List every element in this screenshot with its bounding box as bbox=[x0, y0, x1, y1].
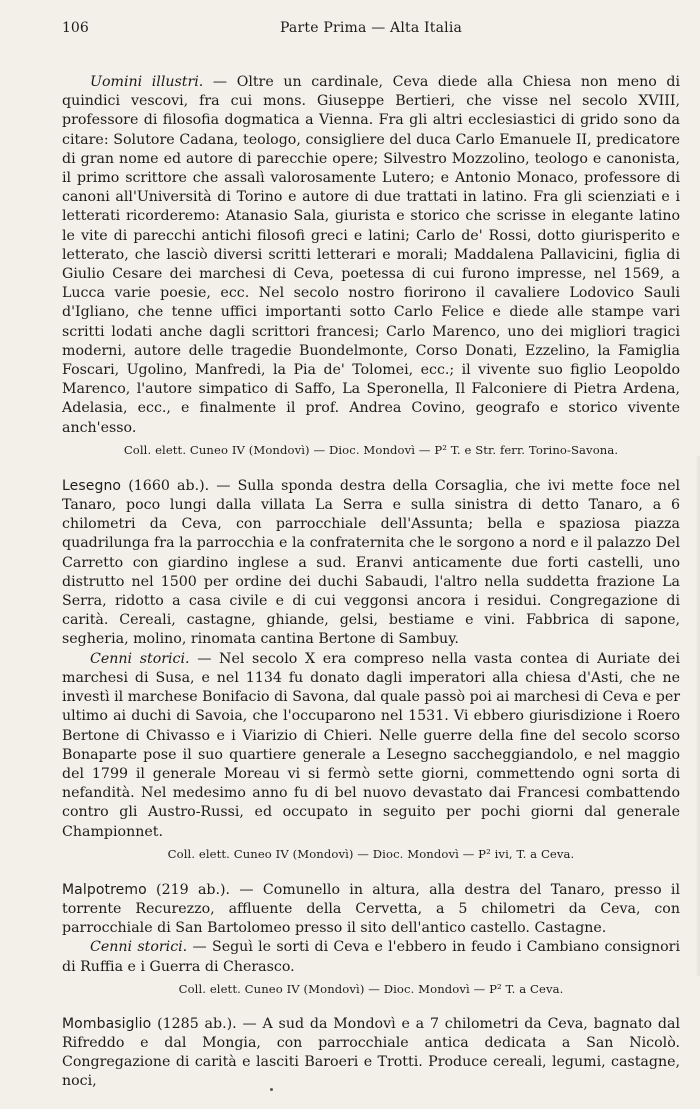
lesegno-cenni-paragraph bbox=[62, 650, 680, 842]
page-edge-shadow bbox=[695, 456, 700, 976]
running-head: Parte Prima — Alta Italia bbox=[279, 20, 463, 36]
lesegno-reference: Coll. elett. Cuneo IV (Mondovì) — Dioc. Mondovì — P² ivi, T. a Ceva. bbox=[167, 846, 575, 861]
lesegno-cenni-text: — Nel secolo X era compreso nella vasta contea di Auriate dei marchesi di Susa, e nel 1134 fu donato dagli imperatori alla chiesa d'Asti, che ne investì il marchese Bonifacio di Savona, dal quale passò poi ai marchesi di Ceva e per ultimo ai duchi di Savoia, che l'occuparono nel 1531. Vi ebbero giurisdizione i Roero Bertone di Chivasso e i Viarizio di Chieri. Nelle guerre della fine del secolo scorso Bonaparte pose il suo quartiere generale a Lesegno saccheggiandolo, e nel maggio del 1799 il generale Moreau vi si fermò sette giorni, commettendo ogni sorta di nefandità. Nel medesimo anno fu di bel nuovo devastato dai Francesi combattendo contro gli Austro-Russi, ed occupato in seguito per pochi giorni dal generale Championnet. bbox=[62, 650, 680, 840]
lesegno-title: Lesegno bbox=[62, 477, 122, 494]
malpotremo-reference: Coll. elett. Cuneo IV (Mondovì) — Dioc. Mondovì — P² T. a Ceva. bbox=[178, 981, 564, 996]
lesegno-cenni-label: Cenni storici. bbox=[90, 650, 190, 667]
malpotremo-cenni-text: — Seguì le sorti di Ceva e l'ebbero in feudo i Cambiano consignori di Ruffia e i Guerra di Cherasco. bbox=[62, 939, 680, 975]
mombasiglio-text: (1285 ab.). — A sud da Mondovì e a 7 chilometri da Ceva, bagnato dal Rifreddo e dal Mongia, con parrocchiale antica dedicata a San Nicolò. Congregazione di carità e lasciti Baroeri e Trotti. Produce cereali, legumi, castagne, noci, bbox=[62, 1015, 680, 1090]
footer-dot bbox=[270, 1088, 273, 1091]
page-content bbox=[62, 73, 680, 1092]
malpotremo-cenni-paragraph bbox=[62, 938, 680, 976]
malpotremo-cenni-label: Cenni storici. bbox=[90, 939, 188, 956]
page-header bbox=[62, 18, 680, 38]
illustri-reference: Coll. elett. Cuneo IV (Mondovì) — Dioc. Mondovì — P² T. e Str. ferr. Torino-Savona. bbox=[123, 442, 619, 457]
malpotremo-text: (219 ab.). — Comunello in altura, alla destra del Tanaro, presso il torrente Recurezzo, affluente della Cervetta, a 5 chilometri da Ceva, con parrocchiale di San Bartolomeo presso il sito dell'antico castello. Castagne. bbox=[62, 881, 680, 937]
mombasiglio-paragraph bbox=[62, 1015, 680, 1092]
malpotremo-paragraph bbox=[62, 881, 680, 939]
illustri-text: — Oltre un cardinale, Ceva diede alla Chiesa non meno di quindici vescovi, fra cui mons. Giuseppe Bertieri, che visse nel secolo XVIII, professore di filosofia dogmatica a Vienna. Fra gli altri ecclesiastici di grido sono da citare: Solutore Cadana, teologo, consigliere del duca Carlo Emanuele II, predicatore di gran nome ed autore di parecchie opere; Silvestro Mozzolino, teologo e canonista, il primo scrittore che assalì valorosamente Lutero; e Antonio Monaco, professore di canoni all'Università di Torino e autore di due trattati in latino. Fra gli scienziati e i letterati ricorderemo: Atanasio Sala, giurista e storico che scrisse in elegante latino le vite di parecchi antichi filosofi greci e latini; Carlo de' Rossi, dotto giurisperito e letterato, che lasciò diversi scritti letterari e morali; Maddalena Pallavicini, figlia di Giulio Cesare dei marchesi di Ceva, poetessa di cui furono impresse, nel 1569, a Lucca varie poesie, ecc. Nel secolo nostro fiorirono il cavaliere Lodovico Sauli d'Igliano, che tenne uffici importanti sotto Carlo Felice e diede alle stampe vari scritti lodati anche dagli scrittori francesi; Carlo Marenco, uno dei migliori tragici moderni, autore delle tragedie Buondelmonte, Corso Donati, Ezzelino, la Famiglia Foscari, Ugolino, Manfredi, la Pia de' Tolomei, ecc.; il vivente suo figlio Leopoldo Marenco, l'autore simpatico di Saffo, La Speronella, Il Falconiere di Pietra Ardena, Adelasia, ecc., e finalmente il prof. Andrea Covino, geografo e storico vivente anch'esso. bbox=[62, 74, 680, 436]
lesegno-paragraph bbox=[62, 477, 680, 650]
illustri-label: Uomini illustri. bbox=[90, 74, 204, 90]
illustri-paragraph bbox=[62, 73, 680, 438]
malpotremo-title: Malpotremo bbox=[62, 881, 147, 898]
page-number: 106 bbox=[62, 20, 89, 36]
lesegno-text: (1660 ab.). — Sulla sponda destra della Corsaglia, che ivi mette foce nel Tanaro, poco lungi dalla villata La Serra e sulla sinistra di detto Tanaro, a 6 chilometri da Ceva, con parrocchiale dell'Assunta; bella e spaziosa piazza quadrilunga fra la parrocchia e la confraternita che le sorgono a nord e il palazzo Del Carretto con giardino inglese a sud. Eranvi anticamente due forti castelli, uno distrutto nel 1500 per ordine dei duchi Sabaudi, l'altro nella suddetta frazione La Serra, ridotto a casa civile e di cui veggonsi ancora i residui. Congregazione di carità. Cereali, castagne, ghiande, gelsi, bestiame e vini. Fabbrica di sapone, segheria, molino, rinomata cantina Bertone di Sambuy. bbox=[62, 477, 680, 648]
mombasiglio-title: Mombasiglio bbox=[62, 1015, 152, 1032]
